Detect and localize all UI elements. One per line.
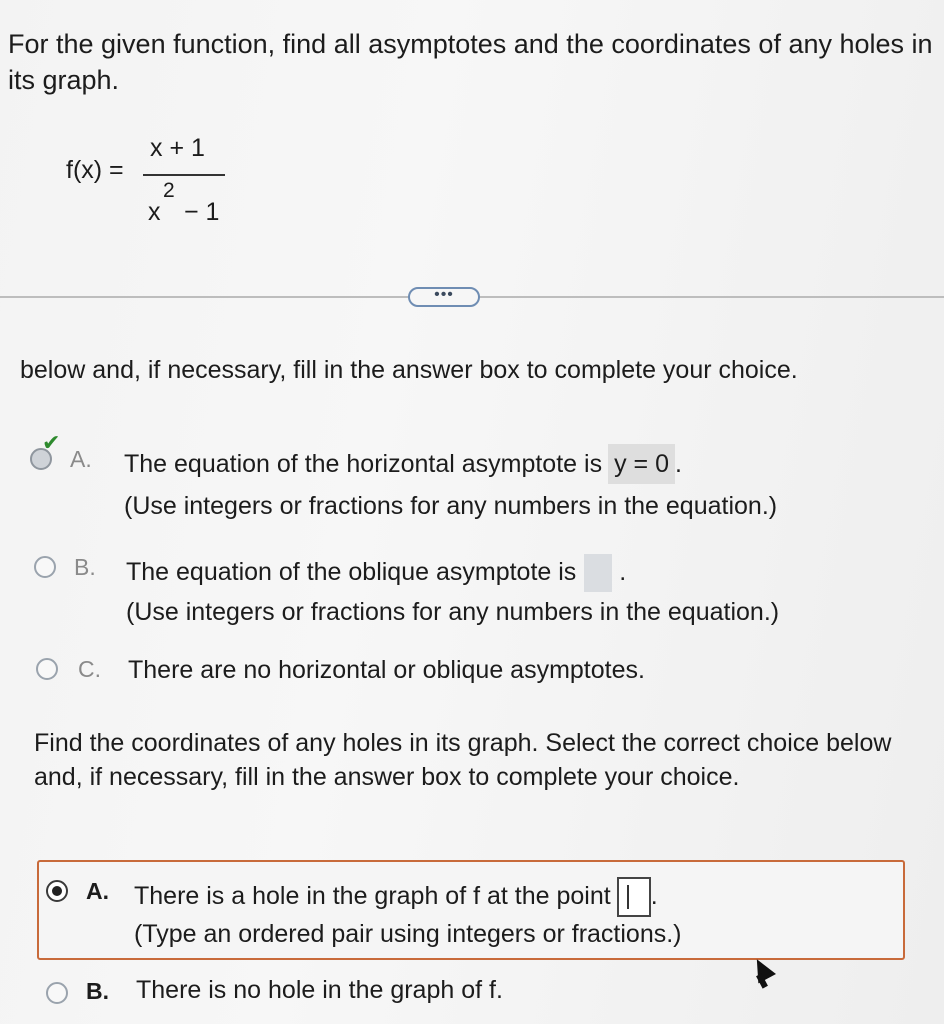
option-b-row[interactable]: The equation of the oblique asymptote is . — [126, 552, 626, 592]
holes-option-b-text[interactable]: There is no hole in the graph of f. — [136, 976, 503, 1004]
function-denominator-exponent: 2 — [163, 179, 175, 202]
fraction-bar — [143, 174, 225, 176]
holes-option-b-letter: B. — [86, 978, 109, 1004]
option-c-radio[interactable] — [36, 658, 58, 680]
question-intro: For the given function, find all asymptotes and the coordinates of any holes in its graph. — [8, 29, 933, 95]
option-c-letter: C. — [78, 656, 101, 682]
function-denominator-rest: − 1 — [184, 198, 220, 226]
holes-option-a-letter: A. — [86, 878, 109, 904]
holes-prompt: Find the coordinates of any holes in its graph. Select the correct choice below and, if necessary, fill in the answer box to complete your choice. — [34, 729, 892, 791]
holes-option-a-radio[interactable] — [46, 880, 68, 902]
option-b-letter: B. — [74, 554, 96, 580]
function-numerator: x + 1 — [150, 134, 205, 162]
holes-option-a-note: (Type an ordered pair using integers or fractions.) — [134, 920, 682, 948]
option-a-note: (Use integers or fractions for any numbers in the equation.) — [124, 492, 778, 520]
option-a-letter: A. — [70, 446, 92, 472]
more-options-button[interactable]: ••• — [408, 287, 480, 307]
oblique-asymptote-input[interactable] — [584, 554, 612, 592]
asymptote-prompt: below and, if necessary, fill in the answer box to complete your choice. — [20, 356, 798, 384]
option-b-radio[interactable] — [34, 556, 56, 578]
holes-option-a-text: There is a hole in the graph of f at the point — [134, 882, 611, 910]
option-c-text[interactable]: There are no horizontal or oblique asymptotes. — [128, 656, 645, 684]
function-denominator-base: x — [148, 198, 161, 226]
holes-option-a-row[interactable]: There is a hole in the graph of f at the point . — [134, 876, 658, 917]
option-b-text: The equation of the oblique asymptote is — [126, 558, 577, 586]
horizontal-asymptote-answer: y = 0 — [608, 444, 675, 484]
hole-point-input[interactable] — [617, 877, 651, 917]
checkmark-icon: ✔ — [42, 430, 61, 455]
option-a-text: The equation of the horizontal asymptote is — [124, 450, 603, 478]
function-label: f(x) = — [66, 156, 124, 184]
holes-option-b-radio[interactable] — [46, 982, 68, 1004]
option-b-note: (Use integers or fractions for any numbers in the equation.) — [126, 598, 780, 626]
option-a-row[interactable]: The equation of the horizontal asymptote is y = 0 . — [124, 444, 682, 484]
